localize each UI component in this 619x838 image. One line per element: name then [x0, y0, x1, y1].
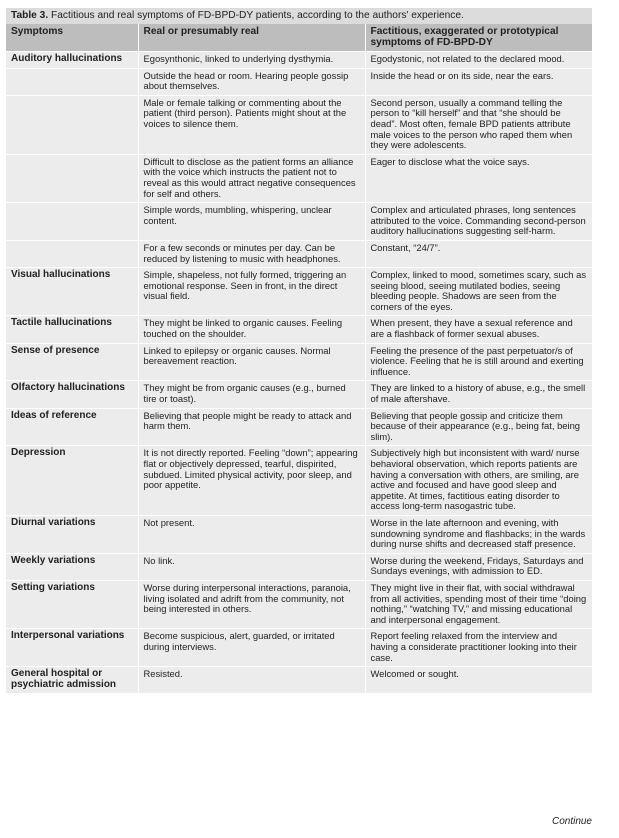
real-cell: They might be from organic causes (e.g., burned tire or toast). [138, 381, 365, 408]
header-row [6, 24, 592, 52]
symptom-cell: Diurnal variations [6, 515, 138, 553]
symptom-cell: Setting variations [6, 580, 138, 628]
factitious-cell: Believing that people gossip and criticize them because of their appearance (e.g., being fat, being slim). [365, 408, 592, 446]
real-cell: Egosynthonic, linked to underlying dysthymia. [138, 52, 365, 69]
table-row [6, 95, 592, 154]
real-cell: For a few seconds or minutes per day. Can be reduced by listening to music with headphones. [138, 240, 365, 267]
symptom-cell: Visual hallucinations [6, 268, 138, 316]
factitious-cell: Report feeling relaxed from the interview and having a considerate practitioner looking into their case. [365, 629, 592, 667]
symptom-cell: Sense of presence [6, 343, 138, 381]
table-row [6, 316, 592, 343]
table-row [6, 580, 592, 628]
symptom-cell: Weekly variations [6, 553, 138, 580]
symptoms-table [6, 24, 592, 693]
real-cell: Simple words, mumbling, whispering, unclear content. [138, 203, 365, 241]
symptom-cell: Tactile hallucinations [6, 316, 138, 343]
symptom-cell: General hospital or psychiatric admission [6, 667, 138, 694]
factitious-cell: They are linked to a history of abuse, e.g., the smell of male aftershave. [365, 381, 592, 408]
symptom-cell: Interpersonal variations [6, 629, 138, 667]
table-caption-label: Table 3. [11, 10, 49, 21]
real-cell: Worse during interpersonal interactions, paranoia, living isolated and adrift from the community, not being interested in others. [138, 580, 365, 628]
table-caption [6, 8, 592, 24]
header-factitious: Factitious, exaggerated or prototypical symptoms of FD-BPD-DY [365, 24, 592, 52]
symptom-cell: Depression [6, 446, 138, 516]
factitious-cell: Worse in the late afternoon and evening, with sundowning syndrome and flashbacks; in the wards during nurse shifts and decreased staff presence. [365, 515, 592, 553]
real-cell: Difficult to disclose as the patient forms an alliance with the voice which instructs the patient not to reveal as this would attract negative consequences for self and others. [138, 154, 365, 202]
symptom-cell: Auditory hallucinations [6, 52, 138, 69]
factitious-cell: Complex, linked to mood, sometimes scary, such as seeing blood, seeing mutilated bodies, seeing bleeding people. Shadows are seen from the corners of the eyes. [365, 268, 592, 316]
real-cell: Not present. [138, 515, 365, 553]
factitious-cell: Welcomed or sought. [365, 667, 592, 694]
factitious-cell: They might live in their flat, with social withdrawal from all activities, spending most of their time “doing nothing,” “watching TV,” and missing educational and interpersonal engagement. [365, 580, 592, 628]
table-row [6, 203, 592, 241]
table-row [6, 667, 592, 694]
real-cell: No link. [138, 553, 365, 580]
table-row [6, 68, 592, 95]
real-cell: Believing that people might be ready to attack and harm them. [138, 408, 365, 446]
real-cell: Linked to epilepsy or organic causes. Normal bereavement reaction. [138, 343, 365, 381]
symptom-cell [6, 203, 138, 241]
factitious-cell: Complex and articulated phrases, long sentences attributed to the voice. Commanding second-person auditory hallucinations suggesting self-harm. [365, 203, 592, 241]
table-row [6, 446, 592, 516]
symptom-cell [6, 95, 138, 154]
table-row [6, 408, 592, 446]
factitious-cell: Second person, usually a command telling the person to “kill herself” and that “she should be dead”. Most often, female BPD patients attribute male voices to the person who raped them when they were adolescents. [365, 95, 592, 154]
table-caption-text: Factitious and real symptoms of FD-BPD-DY patients, according to the authors' experience. [51, 10, 464, 21]
table-container [6, 8, 592, 693]
factitious-cell: Egodystonic, not related to the declared mood. [365, 52, 592, 69]
real-cell: Simple, shapeless, not fully formed, triggering an emotional response. Seen in front, in the direct visual field. [138, 268, 365, 316]
table-row [6, 52, 592, 69]
table-row [6, 240, 592, 267]
symptom-cell [6, 240, 138, 267]
factitious-cell: When present, they have a sexual reference and are a flashback of former sexual abuses. [365, 316, 592, 343]
symptom-cell [6, 68, 138, 95]
table-row [6, 343, 592, 381]
header-symptoms: Symptoms [6, 24, 138, 52]
table-row [6, 553, 592, 580]
factitious-cell: Feeling the presence of the past perpetuator/s of violence. Feeling that he is still around and exerting influence. [365, 343, 592, 381]
symptom-cell [6, 154, 138, 202]
real-cell: Outside the head or room. Hearing people gossip about themselves. [138, 68, 365, 95]
real-cell: They might be linked to organic causes. Feeling touched on the shoulder. [138, 316, 365, 343]
real-cell: Become suspicious, alert, guarded, or irritated during interviews. [138, 629, 365, 667]
continue-label: Continue [551, 816, 592, 827]
factitious-cell: Worse during the weekend, Fridays, Saturdays and Sundays evenings, with admission to ED. [365, 553, 592, 580]
real-cell: Male or female talking or commenting about the patient (third person). Patients might shout at the voices to silence them. [138, 95, 365, 154]
factitious-cell: Subjectively high but inconsistent with ward/ nurse behavioral observation, which reports patients are having a conversation with others, are smiling, are active and focused and have good sleep and appetite. At times, factitious eating disorder to access long-term nasogastric tube. [365, 446, 592, 516]
real-cell: It is not directly reported. Feeling “down”; appearing flat or objectively depressed, tearful, dispirited, subdued. Limited physical activity, poor sleep, and poor appetite. [138, 446, 365, 516]
header-real: Real or presumably real [138, 24, 365, 52]
table-row [6, 381, 592, 408]
table-row [6, 154, 592, 202]
table-row [6, 515, 592, 553]
real-cell: Resisted. [138, 667, 365, 694]
factitious-cell: Eager to disclose what the voice says. [365, 154, 592, 202]
table-row [6, 268, 592, 316]
symptom-cell: Ideas of reference [6, 408, 138, 446]
table-row [6, 629, 592, 667]
symptom-cell: Olfactory hallucinations [6, 381, 138, 408]
factitious-cell: Inside the head or on its side, near the ears. [365, 68, 592, 95]
factitious-cell: Constant, “24/7”. [365, 240, 592, 267]
